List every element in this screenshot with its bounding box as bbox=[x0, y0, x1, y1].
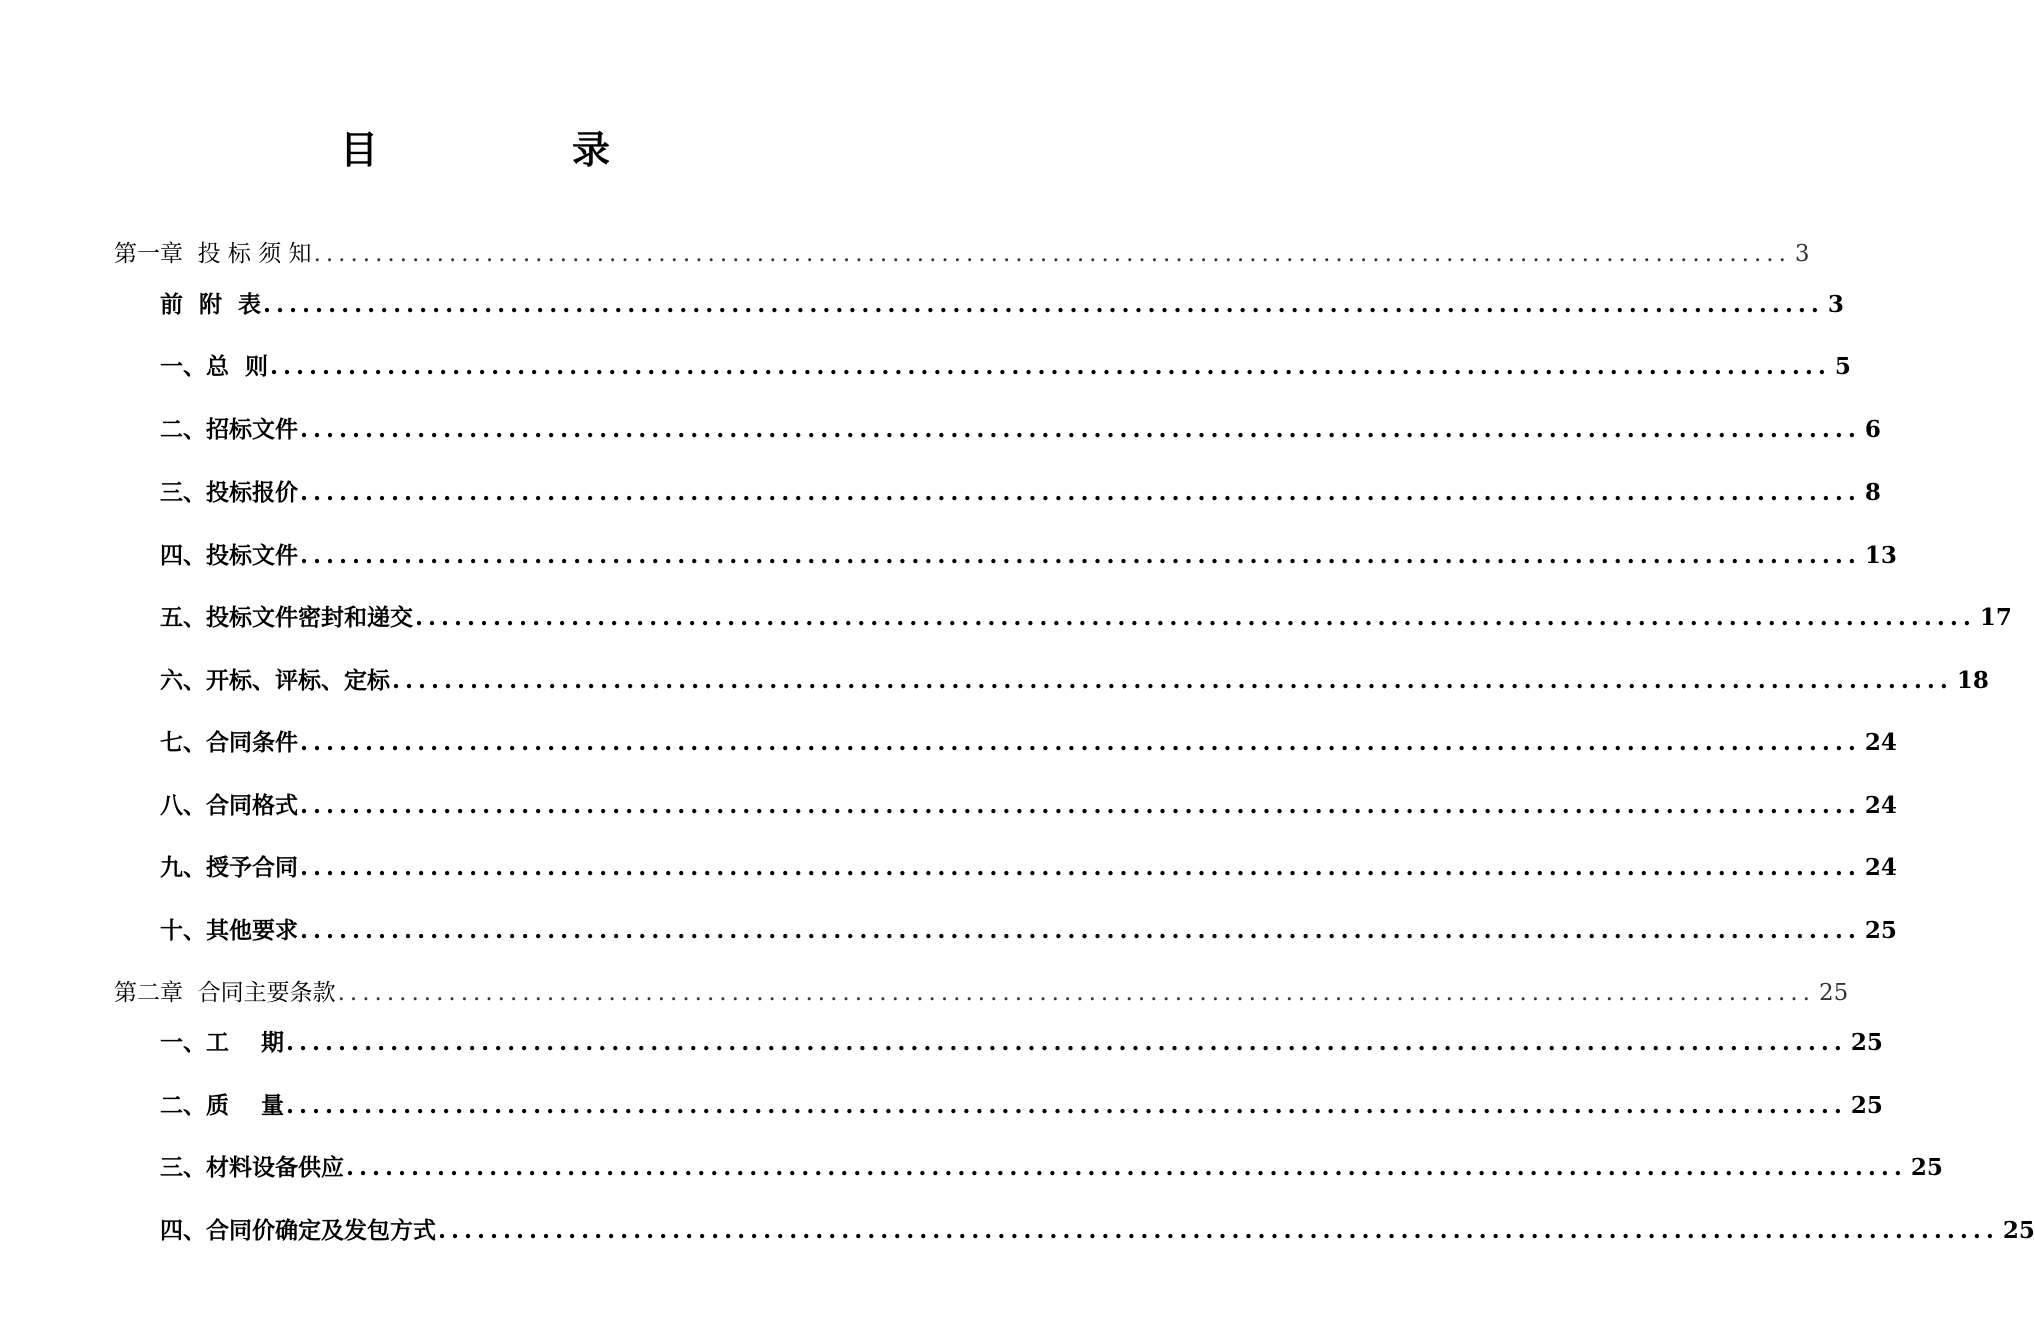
toc-entry-label: 四、合同价确定及发包方式 bbox=[160, 1217, 436, 1244]
toc-entry[interactable] bbox=[0, 718, 1897, 758]
dot-leader: ........................................................................................................................ bbox=[300, 854, 1861, 881]
toc-entry-page: 25 bbox=[1910, 1154, 1943, 1181]
toc-entry[interactable] bbox=[0, 1081, 1883, 1121]
toc-entry[interactable] bbox=[0, 1206, 2035, 1246]
toc-entry-label: 六、开标、评标、定标 bbox=[160, 667, 390, 694]
dot-leader: ........................................................................................................................ bbox=[300, 542, 1861, 569]
toc-entry[interactable] bbox=[0, 968, 1849, 1008]
toc-entry-page: 25 bbox=[1864, 917, 1897, 944]
toc-entry-page: 25 bbox=[1818, 980, 1849, 1006]
toc-entry[interactable] bbox=[0, 468, 1881, 508]
toc-entry-page: 25 bbox=[2002, 1217, 2035, 1244]
toc-entry[interactable] bbox=[0, 906, 1897, 946]
toc-entry-label: 二、招标文件 bbox=[160, 416, 298, 443]
dot-leader: ........................................................................................................................ bbox=[263, 291, 1824, 318]
dot-leader: ........................................................................................................................ bbox=[300, 792, 1861, 819]
toc-entry-label: 第一章 投 标 须 知 bbox=[114, 241, 312, 267]
dot-leader: ........................................................................................................................ bbox=[415, 604, 1976, 631]
toc-entry[interactable] bbox=[0, 593, 2012, 633]
dot-leader: ........................................................................................................................ bbox=[346, 1154, 1907, 1181]
toc-entry-page: 5 bbox=[1834, 353, 1851, 380]
dot-leader: ........................................................................................................................ bbox=[313, 241, 1791, 267]
dot-leader: ........................................................................................................................ bbox=[286, 1092, 1847, 1119]
toc-entry[interactable] bbox=[0, 280, 1844, 320]
toc-entry-label: 四、投标文件 bbox=[160, 542, 298, 569]
dot-leader: ........................................................................................................................ bbox=[300, 917, 1861, 944]
toc-entry-label: 一、工 期 bbox=[160, 1029, 285, 1056]
toc-entry-label: 二、质 量 bbox=[160, 1092, 285, 1119]
toc-entry-label: 第二章 合同主要条款 bbox=[114, 980, 336, 1006]
dot-leader: ........................................................................................................................ bbox=[300, 729, 1861, 756]
toc-entry-label: 十、其他要求 bbox=[160, 917, 298, 944]
toc-entry-label: 前 附 表 bbox=[160, 291, 262, 318]
toc-entry-label: 三、材料设备供应 bbox=[160, 1154, 344, 1181]
toc-entry[interactable] bbox=[0, 843, 1897, 883]
dot-leader: ........................................................................................................................ bbox=[300, 479, 1861, 506]
toc-entry[interactable] bbox=[0, 405, 1881, 445]
toc-entry[interactable] bbox=[0, 531, 1897, 571]
toc-entry[interactable] bbox=[0, 229, 1810, 269]
toc-entry-page: 13 bbox=[1864, 542, 1897, 569]
toc-entry-page: 25 bbox=[1850, 1029, 1883, 1056]
toc-entry-page: 24 bbox=[1864, 792, 1897, 819]
dot-leader: ........................................................................................................................ bbox=[286, 1029, 1847, 1056]
dot-leader: ........................................................................................................................ bbox=[392, 667, 1953, 694]
toc-entry-page: 24 bbox=[1864, 729, 1897, 756]
toc-entry[interactable] bbox=[0, 1143, 1943, 1183]
toc-entry[interactable] bbox=[0, 656, 1989, 696]
toc-entry-page: 3 bbox=[1827, 291, 1844, 318]
toc-entry-page: 8 bbox=[1864, 479, 1881, 506]
toc-entry-label: 一、总 则 bbox=[160, 353, 269, 380]
toc-entry-page: 24 bbox=[1864, 854, 1897, 881]
toc-entry-page: 17 bbox=[1979, 604, 2012, 631]
toc-entry-page: 3 bbox=[1794, 241, 1810, 267]
toc-entry[interactable] bbox=[0, 342, 1851, 382]
dot-leader: ........................................................................................................................ bbox=[270, 353, 1831, 380]
toc-entry-label: 三、投标报价 bbox=[160, 479, 298, 506]
toc-entry-label: 七、合同条件 bbox=[160, 729, 298, 756]
toc-entry[interactable] bbox=[0, 1018, 1883, 1058]
dot-leader: ........................................................................................................................ bbox=[300, 416, 1861, 443]
toc-entry-label: 五、投标文件密封和递交 bbox=[160, 604, 413, 631]
page-title: 目 录 bbox=[339, 127, 688, 172]
dot-leader: ........................................................................................................................ bbox=[438, 1217, 1999, 1244]
dot-leader: ........................................................................................................................ bbox=[337, 980, 1815, 1006]
toc-entry-label: 八、合同格式 bbox=[160, 792, 298, 819]
toc-entry-page: 18 bbox=[1956, 667, 1989, 694]
toc-entry-label: 九、授予合同 bbox=[160, 854, 298, 881]
toc-entry[interactable] bbox=[0, 781, 1897, 821]
toc-entry-page: 25 bbox=[1850, 1092, 1883, 1119]
toc-entry-page: 6 bbox=[1864, 416, 1881, 443]
